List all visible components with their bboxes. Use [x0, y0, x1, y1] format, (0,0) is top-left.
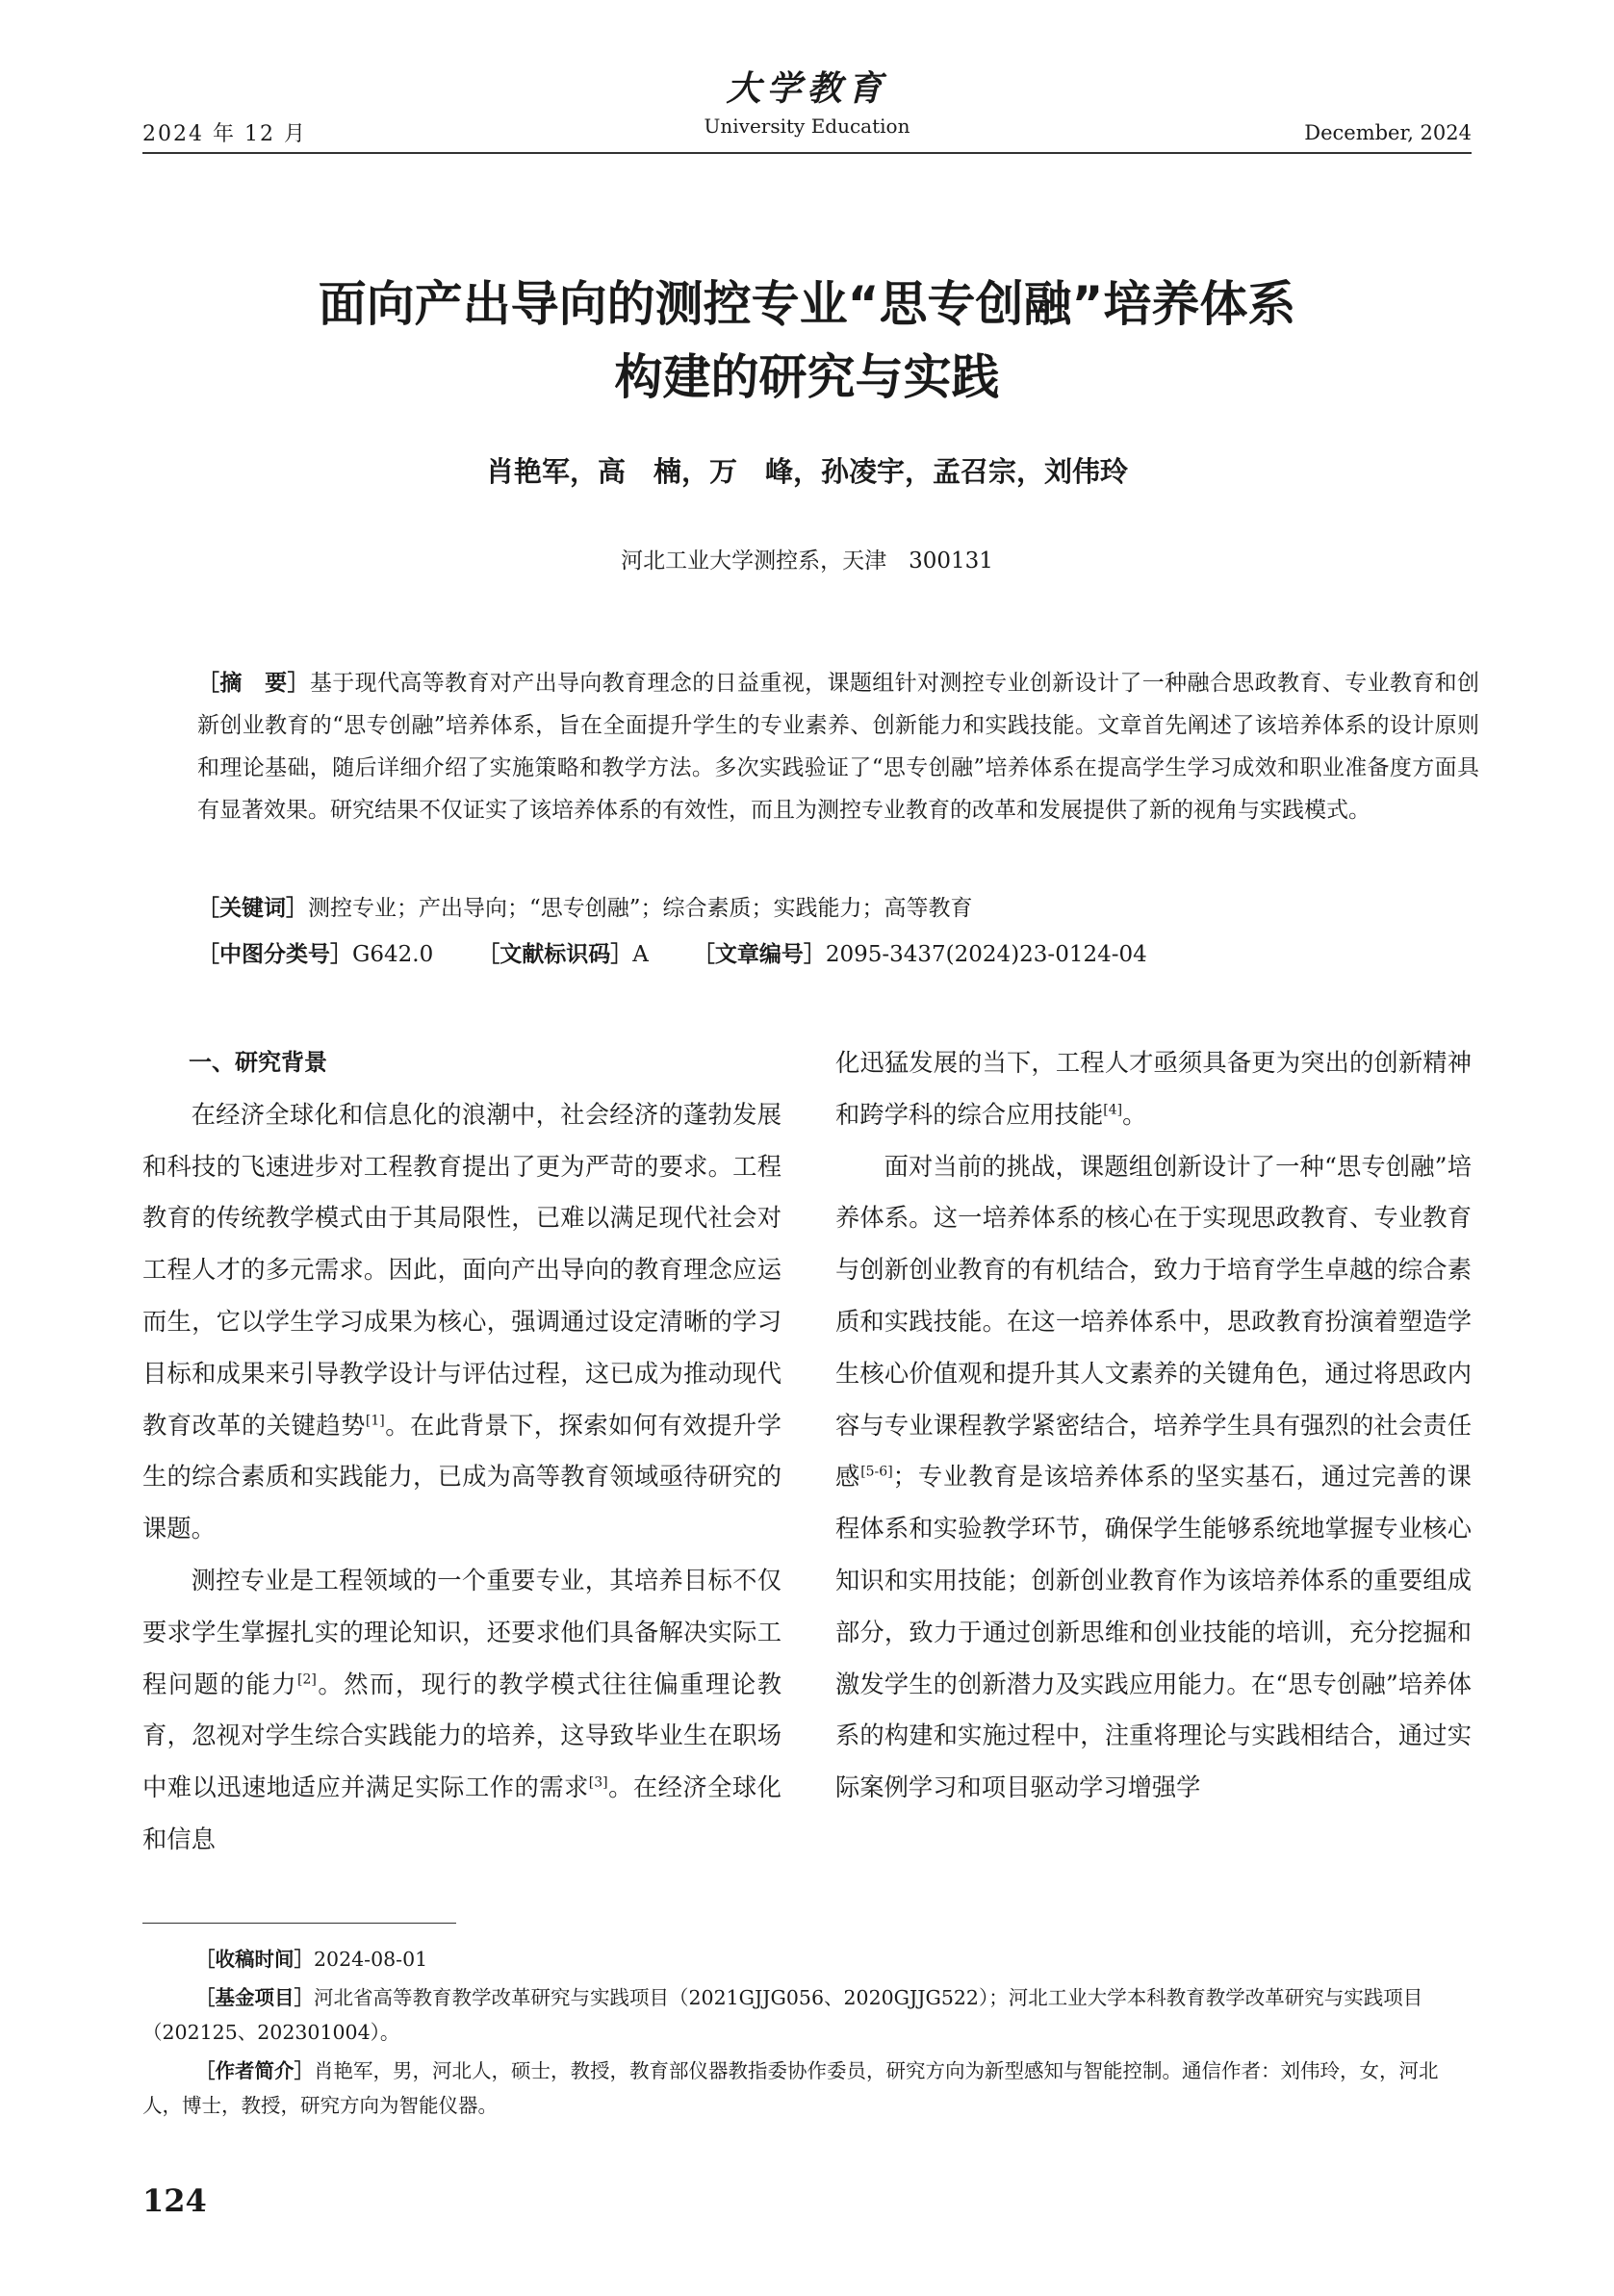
author-bio-label: ［作者简介］ [195, 2059, 314, 2082]
journal-name-en: University Education [704, 115, 910, 138]
received-value: 2024-08-01 [314, 1948, 428, 1971]
section-heading: 一、研究背景 [189, 1049, 327, 1076]
text-run: 。然而，现行的教学模式往往偏重理论教育，忽视对学生综合实践能力的培养，这导致毕业生在职场中难以迅速地适应并满足实际工作的需求 [142, 1670, 781, 1802]
footnote-received [195, 1942, 1525, 1977]
journal-logo: 大学教育 [726, 68, 888, 109]
page-number: 124 [142, 2182, 207, 2219]
doc-code-value: A [632, 942, 649, 967]
title-line-1: 面向产出导向的测控专业“思专创融”培养体系 [318, 276, 1296, 332]
header-date-cn: 2024 年 12 月 [142, 122, 307, 146]
author-bio-value: 肖艳军，男，河北人，硕士，教授，教育部仪器教指委协作委员，研究方向为新型感知与智能控制。通信作者：刘伟玲，女，河北人，博士，教授，研究方向为智能仪器。 [142, 2059, 1439, 2117]
received-label: ［收稿时间］ [195, 1948, 314, 1971]
authors: 肖艳军，高 楠，万 峰，孙凌宇，孟召宗，刘伟玲 [485, 455, 1128, 488]
text-run: 在经济全球化和信息化的浪潮中，社会经济的蓬勃发展和科技的飞速进步对工程教育提出了更为严苛的要求。工程教育的传统教学模式由于其局限性，已难以满足现代社会对工程人才的多元需求。因此，面向产出导向的教育理念应运而生，它以学生学习成果为核心，强调通过设定清晰的学习目标和成果来引导教学设计与评估过程，这已成为推动现代教育改革的关键趋势 [142, 1100, 781, 1440]
affiliation: 河北工业大学测控系，天津 300131 [621, 548, 993, 574]
paragraph [142, 1555, 781, 1866]
article-number-value: 2095-3437(2024)23-0124-04 [825, 942, 1147, 967]
footnote-divider [142, 1923, 456, 1924]
header-divider [142, 152, 1472, 154]
text-run: 。在此背景下，探索如何有效提升学生的综合素质和实践能力，已成为高等教育领域亟待研究的课题。 [142, 1411, 781, 1543]
article-title [142, 268, 1472, 414]
keywords [197, 889, 1479, 928]
citation: [5-6] [860, 1464, 893, 1480]
text-run: 测控专业是工程领域的一个重要专业，其培养目标不仅要求学生掌握扎实的理论知识，还要求他们具备解决实际工程问题的能力 [142, 1566, 781, 1698]
body-column-left [142, 1037, 781, 1866]
text-run: 面对当前的挑战，课题组创新设计了一种“思专创融”培养体系。这一培养体系的核心在于实现思政教育、专业教育与创新创业教育的有机结合，致力于培育学生卓越的综合素质和实践技能。在这一培养体系中，思政教育扮演着塑造学生核心价值观和提升其人文素养的关键角色，通过将思政内容与专业课程教学紧密结合，培养学生具有强烈的社会责任感 [835, 1152, 1472, 1492]
citation: [2] [297, 1671, 317, 1688]
footnote-author [142, 2054, 1473, 2123]
footnote-fund [142, 1980, 1473, 2050]
text-run: 。 [1122, 1100, 1147, 1129]
article-number-label: ［文章编号］ [692, 942, 826, 967]
clc-value: G642.0 [352, 942, 434, 967]
paragraph [142, 1089, 781, 1555]
citation: [3] [588, 1774, 608, 1791]
body-column-right [835, 1037, 1472, 1814]
text-run: ；专业教育是该培养体系的坚实基石，通过完善的课程体系和实验教学环节，确保学生能够系统地掌握专业核心知识和实用技能；创新创业教育作为该培养体系的重要组成部分，致力于通过创新思维和创业技能的培训，充分挖掘和激发学生的创新潜力及实践应用能力。在“思专创融”培养体系的构建和实施过程中，注重将理论与实践相结合，通过实际案例学习和项目驱动学习增强学 [835, 1463, 1472, 1802]
classification-line [197, 935, 1479, 974]
doc-code-label: ［文献标识码］ [477, 942, 633, 967]
title-line-2: 构建的研究与实践 [614, 349, 1000, 405]
paragraph [835, 1141, 1472, 1814]
paragraph-continued [835, 1037, 1472, 1141]
text-run: 。在经济全球化和信息 [142, 1773, 781, 1853]
keywords-label: ［关键词］ [197, 896, 308, 921]
header-date-en: December, 2024 [1304, 121, 1472, 144]
abstract-text: 基于现代高等教育对产出导向教育理念的日益重视，课题组针对测控专业创新设计了一种融合思政教育、专业教育和创新创业教育的“思专创融”培养体系，旨在全面提升学生的专业素养、创新能力和实践技能。文章首先阐述了该培养体系的设计原则和理论基础，随后详细介绍了实施策略和教学方法。多次实践验证了“思专创融”培养体系在提高学生学习成效和职业准备度方面具有显著效果。研究结果不仅证实了该培养体系的有效性，而且为测控专业教育的改革和发展提供了新的视角与实践模式。 [197, 671, 1479, 823]
fund-label: ［基金项目］ [195, 1986, 314, 2009]
citation: [1] [365, 1413, 385, 1429]
keywords-text: 测控专业；产出导向；“思专创融”；综合素质；实践能力；高等教育 [308, 896, 973, 921]
fund-value: 河北省高等教育教学改革研究与实践项目（2021GJJG056、2020GJJG522）；河北工业大学本科教育教学改革研究与实践项目（202125、202301004）。 [142, 1986, 1423, 2044]
citation: [4] [1103, 1102, 1123, 1118]
clc-label: ［中图分类号］ [197, 942, 352, 967]
abstract-label: ［摘 要］ [197, 671, 310, 696]
text-run: 化迅猛发展的当下，工程人才亟须具备更为突出的创新精神和跨学科的综合应用技能 [835, 1049, 1472, 1129]
abstract [197, 662, 1479, 831]
